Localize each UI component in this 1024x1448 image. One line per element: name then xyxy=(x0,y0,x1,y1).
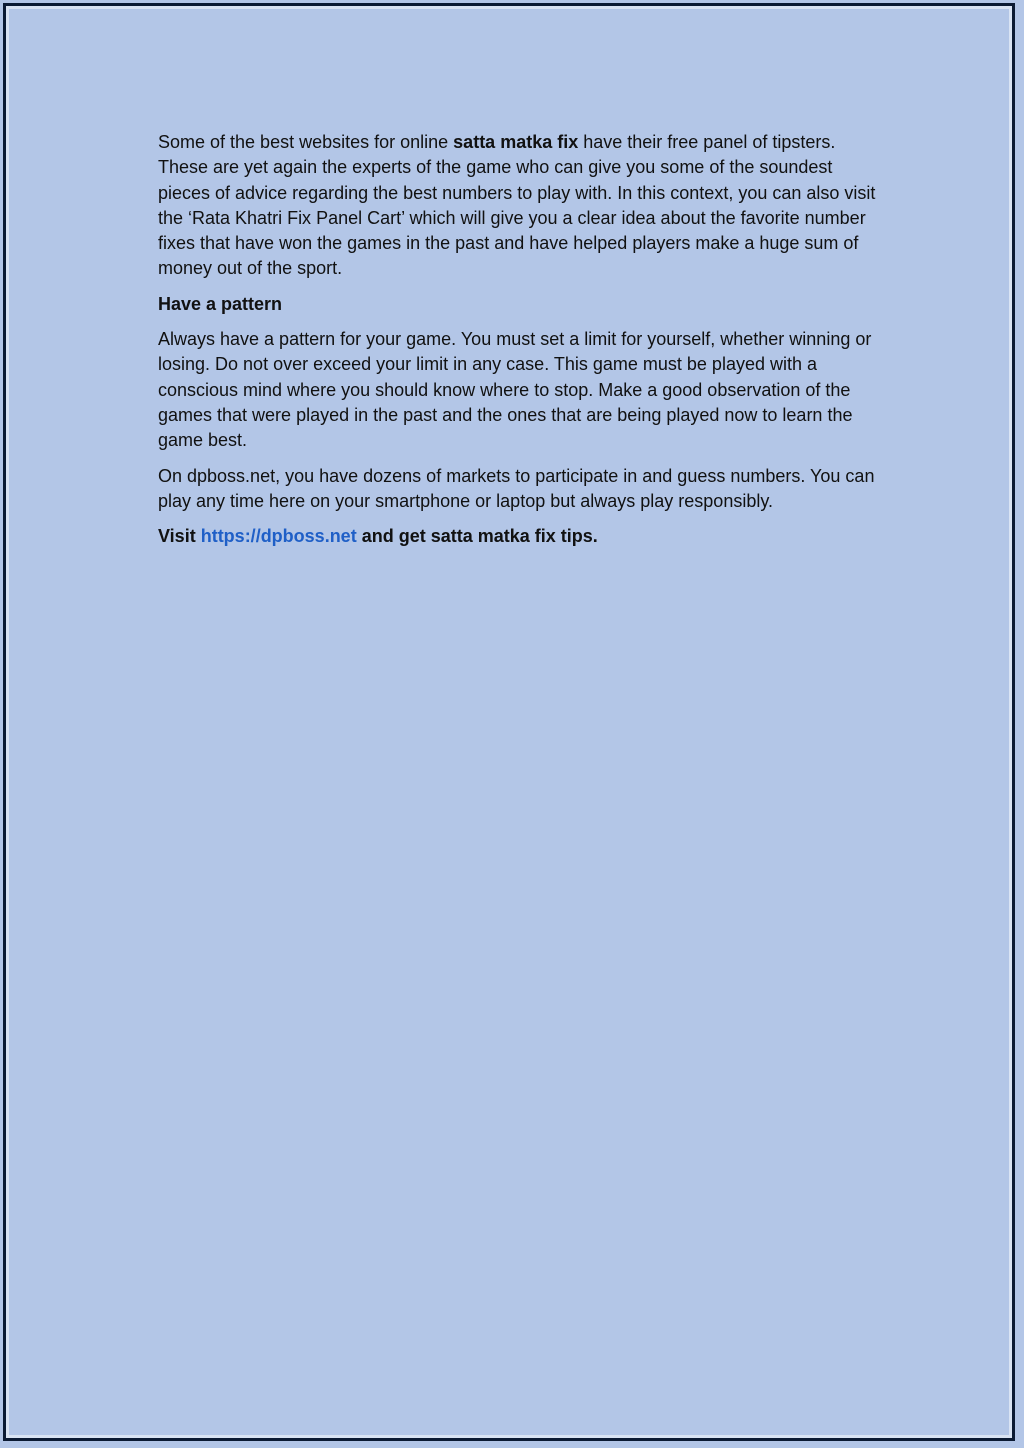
document-body xyxy=(158,130,882,559)
page-frame xyxy=(3,3,1015,1441)
intro-text-start: Some of the best websites for online xyxy=(158,132,454,152)
cta-text-end: and get satta matka fix tips. xyxy=(356,526,598,547)
intro-keyword: satta matka fix xyxy=(453,132,579,152)
intro-paragraph xyxy=(158,130,882,282)
intro-text-end: have their free panel of tipsters. These are yet again the experts of the game who can give you some of the soundest pieces of advice regarding the best numbers to play with. In this context, you can also visit the ‘Rata Khatri Fix Panel Cart’ which will give you a clear idea about the favorite number fixes that have won the games in the past and have helped players make a huge sum of money out of the sport. xyxy=(158,132,876,279)
markets-paragraph: On dpboss.net, you have dozens of markets to participate in and guess numbers. You can play any time here on your smartphone or laptop but always play responsibly. xyxy=(158,465,875,511)
section-heading: Have a pattern xyxy=(158,293,283,314)
call-to-action xyxy=(158,524,882,549)
cta-text-start: Visit xyxy=(158,526,201,547)
dpboss-link[interactable]: https://dpboss.net xyxy=(200,526,357,547)
pattern-paragraph: Always have a pattern for your game. You must set a limit for yourself, whether winning or losing. Do not over exceed your limit in any case. This game must be played with a conscious mind where you should know where to stop. Make a good observation of the games that were played in the past and the ones that are being played now to learn the game best. xyxy=(158,329,872,451)
